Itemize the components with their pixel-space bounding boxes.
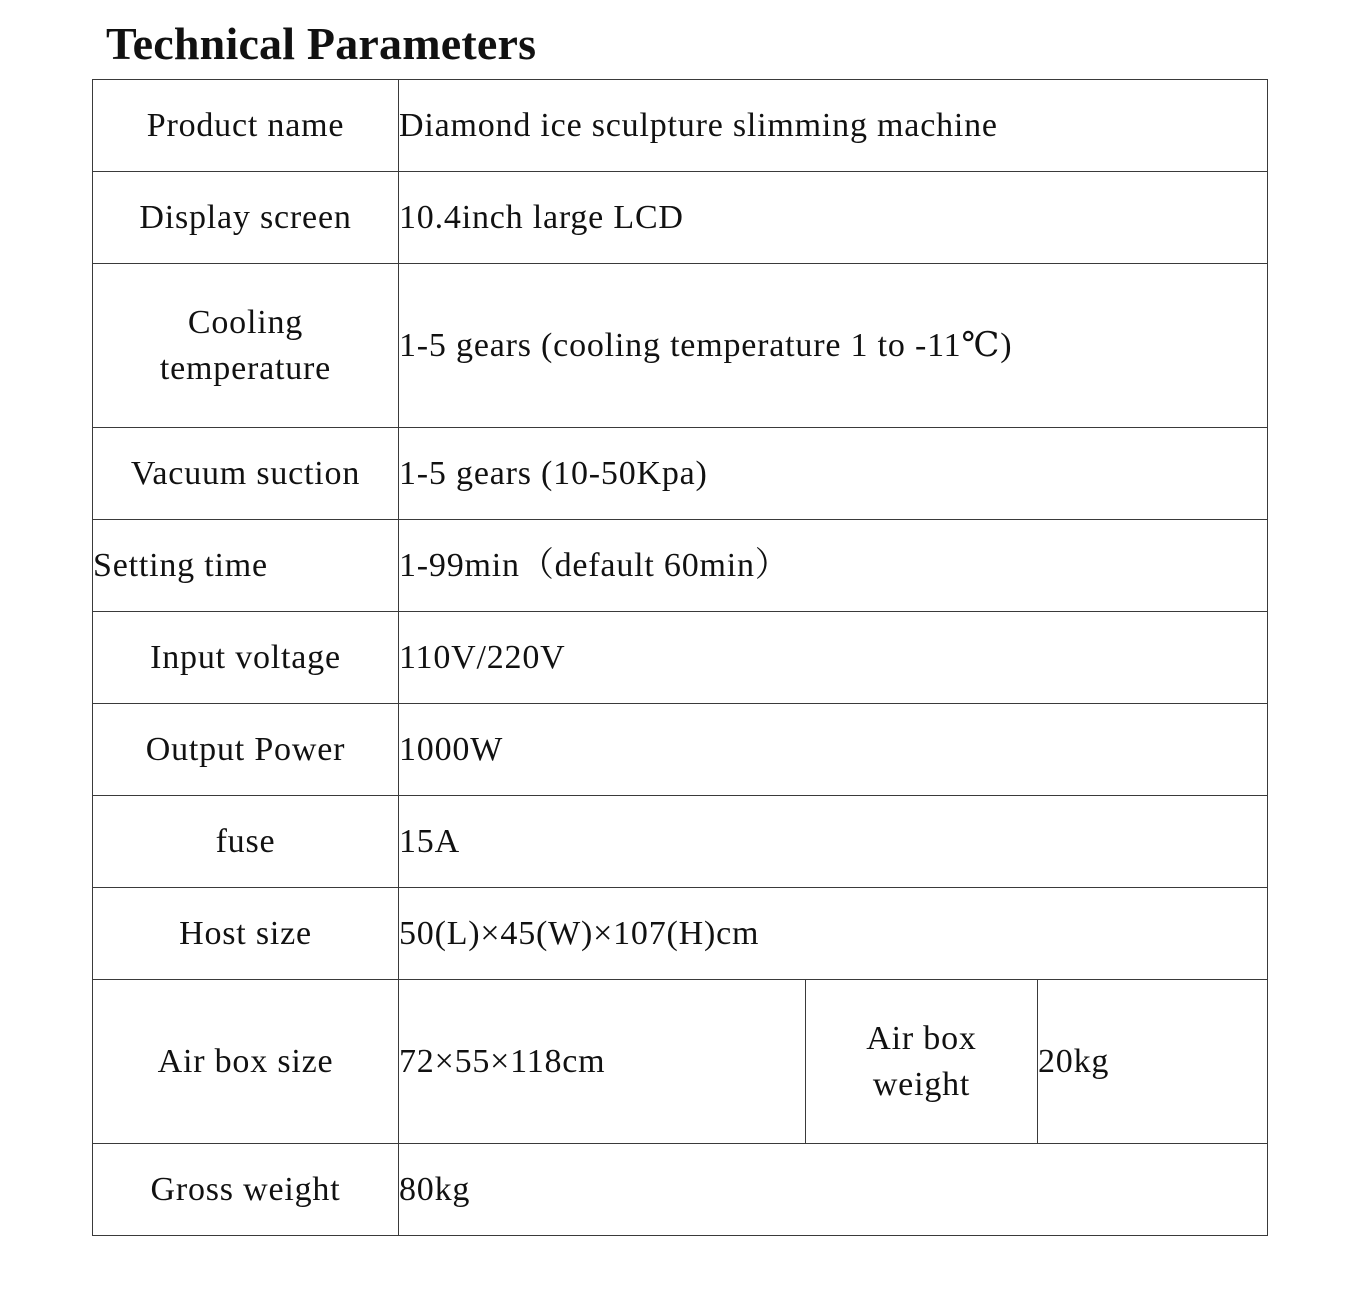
table-row-fuse xyxy=(93,796,1268,888)
label-cooling-temperature-line1: Cooling xyxy=(187,303,304,341)
value-gross-weight: 80kg xyxy=(399,1144,1268,1236)
label-fuse: fuse xyxy=(93,796,399,888)
table-row-setting-time xyxy=(93,520,1268,612)
table-row-cooling-temperature xyxy=(93,264,1268,428)
value-display-screen: 10.4inch large LCD xyxy=(399,172,1268,264)
label-product-name: Product name xyxy=(93,80,399,172)
label-output-power: Output Power xyxy=(93,704,399,796)
label-air-box-weight xyxy=(806,980,1038,1144)
value-host-size: 50(L)×45(W)×107(H)cm xyxy=(399,888,1268,980)
value-setting-time: 1-99min（default 60min） xyxy=(399,520,1268,612)
value-cooling-temperature: 1-5 gears (cooling temperature 1 to -11℃) xyxy=(399,264,1268,428)
label-cooling-temperature-line2: temperature xyxy=(159,349,332,387)
value-vacuum-suction: 1-5 gears (10-50Kpa) xyxy=(399,428,1268,520)
value-air-box-size: 72×55×118cm xyxy=(399,980,806,1144)
label-vacuum-suction: Vacuum suction xyxy=(93,428,399,520)
table-row-vacuum-suction xyxy=(93,428,1268,520)
technical-parameters-table xyxy=(92,79,1268,1236)
table-row-product-name xyxy=(93,80,1268,172)
label-input-voltage: Input voltage xyxy=(93,612,399,704)
label-air-box-weight-line2: weight xyxy=(872,1065,971,1103)
value-fuse: 15A xyxy=(399,796,1268,888)
table-row-display-screen xyxy=(93,172,1268,264)
label-air-box-size: Air box size xyxy=(93,980,399,1144)
label-gross-weight: Gross weight xyxy=(93,1144,399,1236)
table-row-gross-weight xyxy=(93,1144,1268,1236)
table-row-air-box xyxy=(93,980,1268,1144)
label-host-size: Host size xyxy=(93,888,399,980)
label-air-box-weight-line1: Air box xyxy=(866,1019,977,1057)
table-row-output-power xyxy=(93,704,1268,796)
value-input-voltage: 110V/220V xyxy=(399,612,1268,704)
label-cooling-temperature xyxy=(93,264,399,428)
label-setting-time: Setting time xyxy=(93,520,399,612)
table-row-host-size xyxy=(93,888,1268,980)
page-title: Technical Parameters xyxy=(106,18,537,69)
value-air-box-weight: 20kg xyxy=(1038,980,1268,1144)
value-output-power: 1000W xyxy=(399,704,1268,796)
value-product-name: Diamond ice sculpture slimming machine xyxy=(399,80,1268,172)
table-row-input-voltage xyxy=(93,612,1268,704)
label-display-screen: Display screen xyxy=(93,172,399,264)
